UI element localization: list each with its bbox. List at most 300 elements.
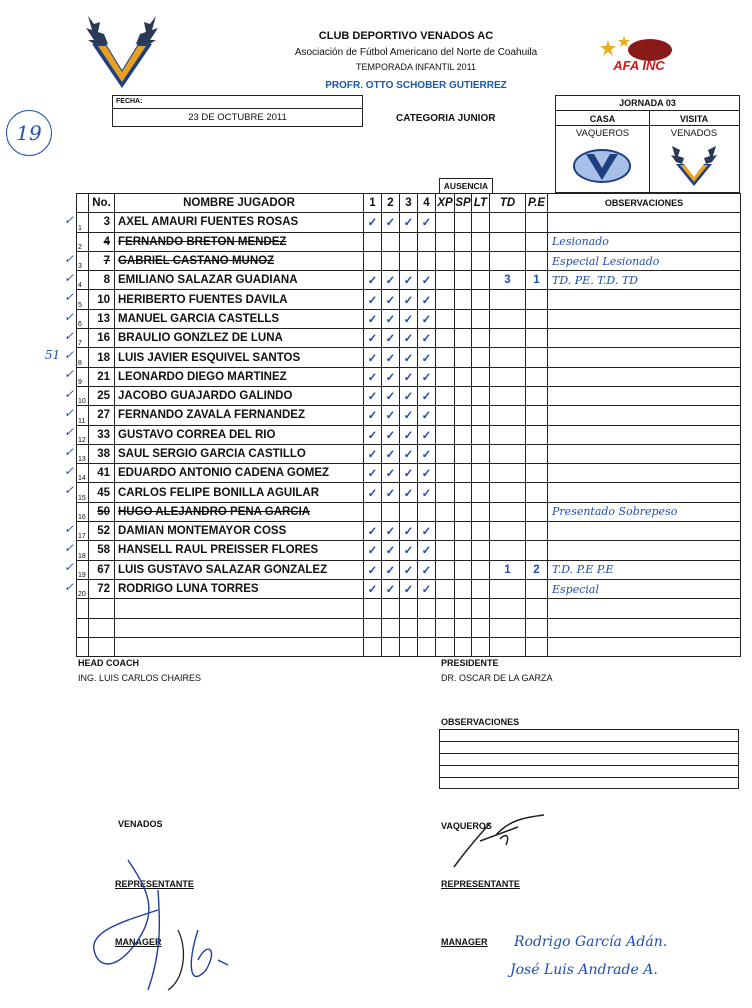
xp-cell [436, 251, 455, 270]
td-count [490, 367, 526, 386]
empty-cell [455, 618, 472, 637]
quarter-4-mark: ✓ [418, 329, 436, 348]
sp-cell [455, 522, 472, 541]
quarter-4-mark [418, 232, 436, 251]
row-number: 7 [77, 329, 89, 348]
margin-check-mark: ✓ [63, 213, 74, 227]
row-number: 15 [77, 483, 89, 502]
quarter-3-mark: ✓ [400, 425, 418, 444]
date-box [112, 95, 363, 127]
quarter-2-mark: ✓ [382, 560, 400, 579]
empty-cell [436, 637, 455, 656]
row-number: 13 [77, 444, 89, 463]
row-number: 10 [77, 386, 89, 405]
date-label: FECHA: [116, 98, 143, 105]
lt-cell [472, 348, 490, 367]
empty-cell [400, 618, 418, 637]
player-number: 33 [89, 425, 115, 444]
sp-cell [455, 309, 472, 328]
td-count: 1 [490, 560, 526, 579]
player-name: DAMIAN MONTEMAYOR COSS [115, 522, 364, 541]
td-count [490, 309, 526, 328]
quarter-4-mark: ✓ [418, 483, 436, 502]
roster-table [76, 193, 741, 657]
header-pe: P.E [526, 194, 548, 213]
vaqueros-logo [572, 146, 632, 186]
player-name: LUIS JAVIER ESQUIVEL SANTOS [115, 348, 364, 367]
xp-cell [436, 213, 455, 232]
table-row [77, 444, 741, 463]
pe-count [526, 251, 548, 270]
president-name: DR. OSCAR DE LA GARZA [441, 673, 553, 683]
observation-cell [548, 290, 741, 309]
quarter-3-mark: ✓ [400, 309, 418, 328]
row-number: 14 [77, 464, 89, 483]
quarter-3-mark: ✓ [400, 560, 418, 579]
lt-cell [472, 464, 490, 483]
quarter-4-mark: ✓ [418, 309, 436, 328]
td-count [490, 290, 526, 309]
quarter-3-mark: ✓ [400, 329, 418, 348]
pe-count [526, 290, 548, 309]
lt-cell [472, 251, 490, 270]
empty-cell [77, 637, 89, 656]
lt-cell [472, 271, 490, 290]
jornada-title: JORNADA 03 [619, 98, 676, 108]
table-row [77, 232, 741, 251]
empty-cell [472, 637, 490, 656]
empty-cell [364, 637, 382, 656]
xp-cell [436, 329, 455, 348]
lt-cell [472, 329, 490, 348]
xp-cell [436, 444, 455, 463]
pe-count [526, 579, 548, 598]
player-number: 16 [89, 329, 115, 348]
afa-logo-text: AFA INC [613, 58, 665, 73]
observation-cell [548, 444, 741, 463]
quarter-3-mark: ✓ [400, 579, 418, 598]
player-number strike: 7 [89, 251, 115, 270]
quarter-1-mark: ✓ [364, 329, 382, 348]
lt-cell [472, 386, 490, 405]
empty-cell [364, 618, 382, 637]
row-number: 19 [77, 560, 89, 579]
quarter-4-mark: ✓ [418, 541, 436, 560]
away-team: VENADOS [670, 128, 718, 139]
season-label: TEMPORADA INFANTIL 2011 [355, 62, 477, 72]
header-observations: OBSERVACIONES [548, 194, 741, 213]
player-name: EMILIANO SALAZAR GUADIANA [115, 271, 364, 290]
quarter-1-mark: ✓ [364, 213, 382, 232]
player-name: MANUEL GARCIA CASTELLS [115, 309, 364, 328]
empty-row [77, 618, 741, 637]
observation-cell: TD. PE. T.D. TD [548, 271, 741, 290]
quarter-1-mark: ✓ [364, 271, 382, 290]
quarter-2-mark: ✓ [382, 483, 400, 502]
empty-cell [400, 599, 418, 618]
quarter-1-mark: ✓ [364, 464, 382, 483]
quarter-1-mark: ✓ [364, 348, 382, 367]
player-name: LUIS GUSTAVO SALAZAR GONZALEZ [115, 560, 364, 579]
player-name: BRAULIO GONZLEZ DE LUNA [115, 329, 364, 348]
empty-cell [115, 637, 364, 656]
margin-note: 19 [6, 110, 52, 156]
empty-cell [436, 599, 455, 618]
xp-cell [436, 232, 455, 251]
venados-signature [88, 850, 248, 1000]
player-name: AXEL AMAURI FUENTES ROSAS [115, 213, 364, 232]
pe-count [526, 464, 548, 483]
sp-cell [455, 271, 472, 290]
empty-cell [490, 599, 526, 618]
date-value: 23 DE OCTUBRE 2011 [188, 112, 287, 123]
td-count: 3 [490, 271, 526, 290]
player-name: GABRIEL CASTANO MUNOZ [115, 251, 364, 270]
player-number: 18 [89, 348, 115, 367]
sp-cell [455, 444, 472, 463]
quarter-1-mark: ✓ [364, 560, 382, 579]
pe-count: 1 [526, 271, 548, 290]
header-q4: 4 [418, 194, 436, 213]
quarter-4-mark [418, 251, 436, 270]
empty-cell [115, 618, 364, 637]
sp-cell [455, 560, 472, 579]
player-number: 27 [89, 406, 115, 425]
afa-logo [598, 32, 678, 76]
xp-cell [436, 579, 455, 598]
player-name: FERNANDO ZAVALA FERNANDEZ [115, 406, 364, 425]
table-row [77, 579, 741, 598]
table-row [77, 386, 741, 405]
quarter-1-mark [364, 251, 382, 270]
player-name: FERNANDO BRETON MENDEZ [115, 232, 364, 251]
player-name: LEONARDO DIEGO MARTINEZ [115, 367, 364, 386]
margin-check-mark: ✓ [63, 579, 74, 594]
quarter-2-mark: ✓ [382, 386, 400, 405]
xp-cell [436, 367, 455, 386]
observation-cell [548, 329, 741, 348]
observation-cell [548, 464, 741, 483]
away-representante-label: REPRESENTANTE [441, 879, 520, 889]
quarter-4-mark: ✓ [418, 444, 436, 463]
observation-cell: Lesionado [548, 232, 741, 251]
observations-label: OBSERVACIONES [441, 717, 520, 727]
empty-cell [89, 599, 115, 618]
quarter-2-mark: ✓ [382, 522, 400, 541]
header-lt: LT [472, 194, 490, 213]
jornada-box [555, 95, 740, 193]
row-number: 6 [77, 309, 89, 328]
row-number: 16 [77, 502, 89, 521]
pe-count [526, 386, 548, 405]
quarter-3-mark [400, 502, 418, 521]
president-label: PRESIDENTE [441, 658, 499, 668]
quarter-4-mark: ✓ [418, 522, 436, 541]
td-count [490, 464, 526, 483]
home-manager-label: MANAGER [115, 937, 162, 947]
lt-cell [472, 232, 490, 251]
row-number: 5 [77, 290, 89, 309]
observation-cell: Especial Lesionado [548, 251, 741, 270]
quarter-2-mark: ✓ [382, 329, 400, 348]
quarter-2-mark: ✓ [382, 309, 400, 328]
quarter-2-mark: ✓ [382, 290, 400, 309]
head-coach-label: HEAD COACH [78, 658, 140, 668]
venados-small-logo [666, 144, 722, 188]
margin-check-mark: ✓ [63, 406, 74, 420]
quarter-3-mark: ✓ [400, 483, 418, 502]
xp-cell [436, 271, 455, 290]
empty-cell [436, 618, 455, 637]
xp-cell [436, 560, 455, 579]
quarter-4-mark: ✓ [418, 348, 436, 367]
quarter-1-mark [364, 502, 382, 521]
row-number: 9 [77, 367, 89, 386]
quarter-4-mark: ✓ [418, 406, 436, 425]
sp-cell [455, 541, 472, 560]
quarter-2-mark: ✓ [382, 367, 400, 386]
quarter-2-mark: ✓ [382, 541, 400, 560]
empty-cell [472, 618, 490, 637]
quarter-3-mark: ✓ [400, 367, 418, 386]
player-name: HUGO ALEJANDRO PENA GARCIA [115, 502, 364, 521]
empty-cell [115, 599, 364, 618]
quarter-3-mark: ✓ [400, 386, 418, 405]
player-name: GUSTAVO CORREA DEL RIO [115, 425, 364, 444]
td-count [490, 444, 526, 463]
sp-cell [455, 464, 472, 483]
row-number: 20 [77, 579, 89, 598]
lt-cell [472, 425, 490, 444]
td-count [490, 232, 526, 251]
observation-cell [548, 541, 741, 560]
table-row [77, 522, 741, 541]
table-row [77, 425, 741, 444]
quarter-4-mark: ✓ [418, 560, 436, 579]
sp-cell [455, 579, 472, 598]
header-name: NOMBRE JUGADOR [115, 194, 364, 213]
quarter-4-mark: ✓ [418, 213, 436, 232]
observation-cell [548, 386, 741, 405]
table-row [77, 271, 741, 290]
td-count [490, 579, 526, 598]
td-count [490, 541, 526, 560]
quarter-2-mark: ✓ [382, 579, 400, 598]
category-label: CATEGORIA JUNIOR [396, 113, 496, 124]
empty-cell [382, 599, 400, 618]
row-number: 17 [77, 522, 89, 541]
pe-count: 2 [526, 560, 548, 579]
table-row [77, 329, 741, 348]
away-manager-label: MANAGER [441, 937, 488, 947]
td-count [490, 213, 526, 232]
table-row [77, 348, 741, 367]
empty-cell [418, 637, 436, 656]
quarter-3-mark: ✓ [400, 444, 418, 463]
quarter-3-mark: ✓ [400, 213, 418, 232]
home-representante-label: REPRESENTANTE [115, 879, 194, 889]
quarter-3-mark: ✓ [400, 406, 418, 425]
margin-check-mark: ✓ [63, 290, 74, 305]
player-number: 25 [89, 386, 115, 405]
empty-cell [89, 618, 115, 637]
margin-check-mark: ✓ [63, 560, 74, 575]
player-number: 8 [89, 271, 115, 290]
empty-cell [490, 618, 526, 637]
manager-name-1: Rodrigo García Adán. [514, 934, 668, 950]
td-count [490, 502, 526, 521]
sp-cell [455, 232, 472, 251]
sp-cell [455, 329, 472, 348]
td-count [490, 329, 526, 348]
vaqueros-signature [440, 805, 560, 875]
quarter-4-mark: ✓ [418, 425, 436, 444]
player-number: 21 [89, 367, 115, 386]
pe-count [526, 213, 548, 232]
lt-cell [472, 560, 490, 579]
empty-row [77, 637, 741, 656]
sp-cell [455, 386, 472, 405]
xp-cell [436, 309, 455, 328]
player-number strike: 50 [89, 502, 115, 521]
quarter-1-mark [364, 232, 382, 251]
row-number: 8 [77, 348, 89, 367]
player-name: SAUL SERGIO GARCIA CASTILLO [115, 444, 364, 463]
observation-cell: Presentado Sobrepeso [548, 502, 741, 521]
row-number: 2 [77, 232, 89, 251]
quarter-2-mark: ✓ [382, 213, 400, 232]
xp-cell [436, 425, 455, 444]
lt-cell [472, 309, 490, 328]
header-xp: XP [436, 194, 455, 213]
empty-cell [526, 618, 548, 637]
margin-check-mark: ✓ [63, 309, 74, 324]
pe-count [526, 425, 548, 444]
association-name: Asociación de Fútbol Americano del Norte de Coahuila [294, 47, 538, 58]
empty-cell [89, 637, 115, 656]
empty-cell [548, 599, 741, 618]
td-count [490, 251, 526, 270]
quarter-2-mark: ✓ [382, 348, 400, 367]
sp-cell [455, 213, 472, 232]
quarter-1-mark: ✓ [364, 386, 382, 405]
quarter-3-mark: ✓ [400, 464, 418, 483]
sp-cell [455, 251, 472, 270]
empty-cell [77, 599, 89, 618]
quarter-1-mark: ✓ [364, 444, 382, 463]
lt-cell [472, 502, 490, 521]
sp-cell [455, 502, 472, 521]
player-name: HANSELL RAUL PREISSER FLORES [115, 541, 364, 560]
header-q1: 1 [364, 194, 382, 213]
observation-cell: Especial [548, 579, 741, 598]
table-row [77, 464, 741, 483]
xp-cell [436, 541, 455, 560]
table-row [77, 541, 741, 560]
header-q2: 2 [382, 194, 400, 213]
xp-cell [436, 522, 455, 541]
quarter-3-mark: ✓ [400, 290, 418, 309]
empty-cell [382, 618, 400, 637]
margin-check-mark: ✓ [63, 367, 74, 382]
empty-cell [400, 637, 418, 656]
sp-cell [455, 425, 472, 444]
row-number: 3 [77, 251, 89, 270]
quarter-3-mark [400, 251, 418, 270]
empty-cell [455, 599, 472, 618]
quarter-3-mark: ✓ [400, 348, 418, 367]
quarter-1-mark: ✓ [364, 367, 382, 386]
pe-count [526, 444, 548, 463]
table-row [77, 502, 741, 521]
observation-cell [548, 483, 741, 502]
xp-cell [436, 348, 455, 367]
empty-cell [548, 618, 741, 637]
coach-title: PROFR. OTTO SCHOBER GUTIERREZ [325, 80, 507, 91]
table-row [77, 483, 741, 502]
empty-cell [455, 637, 472, 656]
quarter-2-mark [382, 502, 400, 521]
quarter-3-mark: ✓ [400, 522, 418, 541]
quarter-2-mark: ✓ [382, 406, 400, 425]
table-row [77, 560, 741, 579]
xp-cell [436, 290, 455, 309]
quarter-1-mark: ✓ [364, 483, 382, 502]
quarter-4-mark: ✓ [418, 386, 436, 405]
player-number: 13 [89, 309, 115, 328]
row-number: 18 [77, 541, 89, 560]
observation-cell [548, 213, 741, 232]
margin-check-mark: ✓ [63, 541, 74, 556]
xp-cell [436, 483, 455, 502]
header-q3: 3 [400, 194, 418, 213]
header-number: No. [89, 194, 115, 213]
quarter-1-mark: ✓ [364, 579, 382, 598]
quarter-1-mark: ✓ [364, 425, 382, 444]
pe-count [526, 367, 548, 386]
td-count [490, 425, 526, 444]
empty-cell [364, 599, 382, 618]
header-td: TD [490, 194, 526, 213]
margin-check-mark: ✓ [63, 463, 74, 478]
lt-cell [472, 290, 490, 309]
header-sp: SP [455, 194, 472, 213]
quarter-2-mark [382, 232, 400, 251]
quarter-2-mark: ✓ [382, 464, 400, 483]
sp-cell [455, 290, 472, 309]
td-count [490, 406, 526, 425]
manager-name-2: José Luis Andrade A. [510, 962, 658, 978]
quarter-4-mark: ✓ [418, 367, 436, 386]
quarter-4-mark: ✓ [418, 290, 436, 309]
quarter-2-mark [382, 251, 400, 270]
observations-box [439, 729, 739, 789]
player-number: 38 [89, 444, 115, 463]
quarter-2-mark: ✓ [382, 271, 400, 290]
player-number: 10 [89, 290, 115, 309]
quarter-1-mark: ✓ [364, 309, 382, 328]
lt-cell [472, 406, 490, 425]
row-number: 12 [77, 425, 89, 444]
table-row [77, 213, 741, 232]
empty-cell [418, 599, 436, 618]
empty-row [77, 599, 741, 618]
ausencia-header: AUSENCIA [439, 178, 493, 194]
margin-check-mark: 51 ✓ [44, 348, 74, 363]
table-row [77, 367, 741, 386]
margin-check-mark: ✓ [63, 483, 74, 498]
empty-cell [526, 637, 548, 656]
